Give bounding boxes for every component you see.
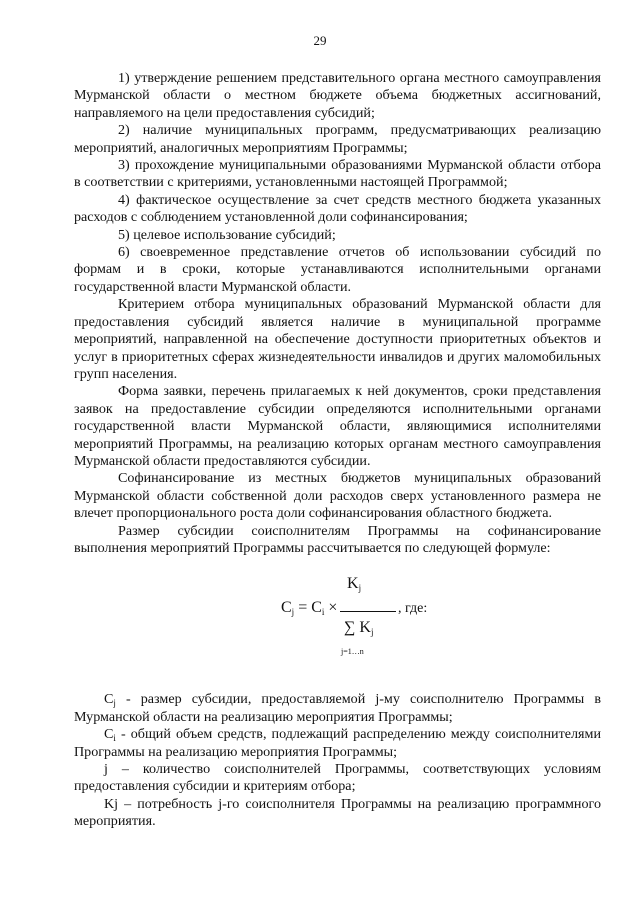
sum-symbol: ∑ [344, 619, 360, 637]
paragraph-item-1: 1) утверждение решением представительного органа местного самоуправления Мурманской области о местном бюджете объема бюджетных ассигнований, направляемого на цели предоставления субсидий; [74, 70, 601, 121]
formula-left-side: $C_j = C_i$ × [281, 599, 338, 618]
definition-ci: $C_i$ - общий объем средств, подлежащий распределению между соисполнителями Программы на реализацию мероприятия Программы; [74, 726, 601, 760]
paragraph-cofinancing: Софинансирование из местных бюджетов муниципальных образований Мурманской области собственной доли расходов сверх установленного размера не влечет пропорционального роста доли софинансирования областного бюджета. [74, 470, 601, 522]
paragraph-item-5: 5) целевое использование субсидий; [118, 226, 336, 243]
definition-kj: Kj – потребность j-го соисполнителя Программы на реализацию программного мероприятия. [74, 795, 601, 830]
document-body [74, 70, 601, 831]
fraction-line [340, 611, 396, 612]
paragraph-item-3: 3) прохождение муниципальными образованиями Мурманской области отбора в соответствии с критериями, установленными настоящей Программой; [74, 157, 601, 191]
definition-j: j – количество соисполнителей Программы, соответствующих условиям предоставления субсидии и критериям отбора; [74, 761, 601, 795]
subsidy-formula [74, 575, 601, 663]
page-number: 29 [313, 33, 327, 48]
paragraph-item-4: 4) фактическое осуществление за счет средств местного бюджета указанных расходов с соблюдением установленной доли софинансирования; [74, 191, 601, 226]
paragraph-application-form: Форма заявки, перечень прилагаемых к ней документов, сроки представления заявок на предоставление субсидии определяются исполнительными органами государственной власти Мурманской области, являющимися исполнителями мероприятий Программы, на реализацию которых органам местного самоуправления Мурманской области предоставляются субсидии. [74, 383, 601, 469]
definition-cj: $C_j$ - размер субсидии, предоставляемой j-му соисполнителю Программы в Мурманской области на реализацию мероприятия Программы; [74, 691, 601, 725]
formula-sum-range: j=1…n [341, 647, 364, 657]
formula-numerator: $K_j$ [347, 575, 362, 594]
formula-where-label: , где: [398, 601, 428, 617]
formula-definitions [74, 691, 601, 830]
paragraph-selection-criterion: Критерием отбора муниципальных образований Мурманской области для предоставления субсидий является наличие в муниципальной программе мероприятий, направленной на обеспечение доступности приоритетных объектов и услуг в приоритетных сферах жизнедеятельности инвалидов и других маломобильных групп населения. [74, 296, 601, 382]
formula-denominator: ∑ $K_j$ [344, 619, 374, 638]
paragraph-item-6: 6) своевременное представление отчетов об использовании субсидий по формам и в сроки, которые устанавливаются исполнительными органами государственной власти Мурманской области. [74, 244, 601, 295]
paragraph-subsidy-size: Размер субсидии соисполнителям Программы на софинансирование выполнения мероприятий Программы рассчитывается по следующей формуле: [74, 522, 601, 556]
paragraph-item-2: 2) наличие муниципальных программ, предусматривающих реализацию мероприятий, аналогичных мероприятиям Программы; [74, 122, 601, 156]
